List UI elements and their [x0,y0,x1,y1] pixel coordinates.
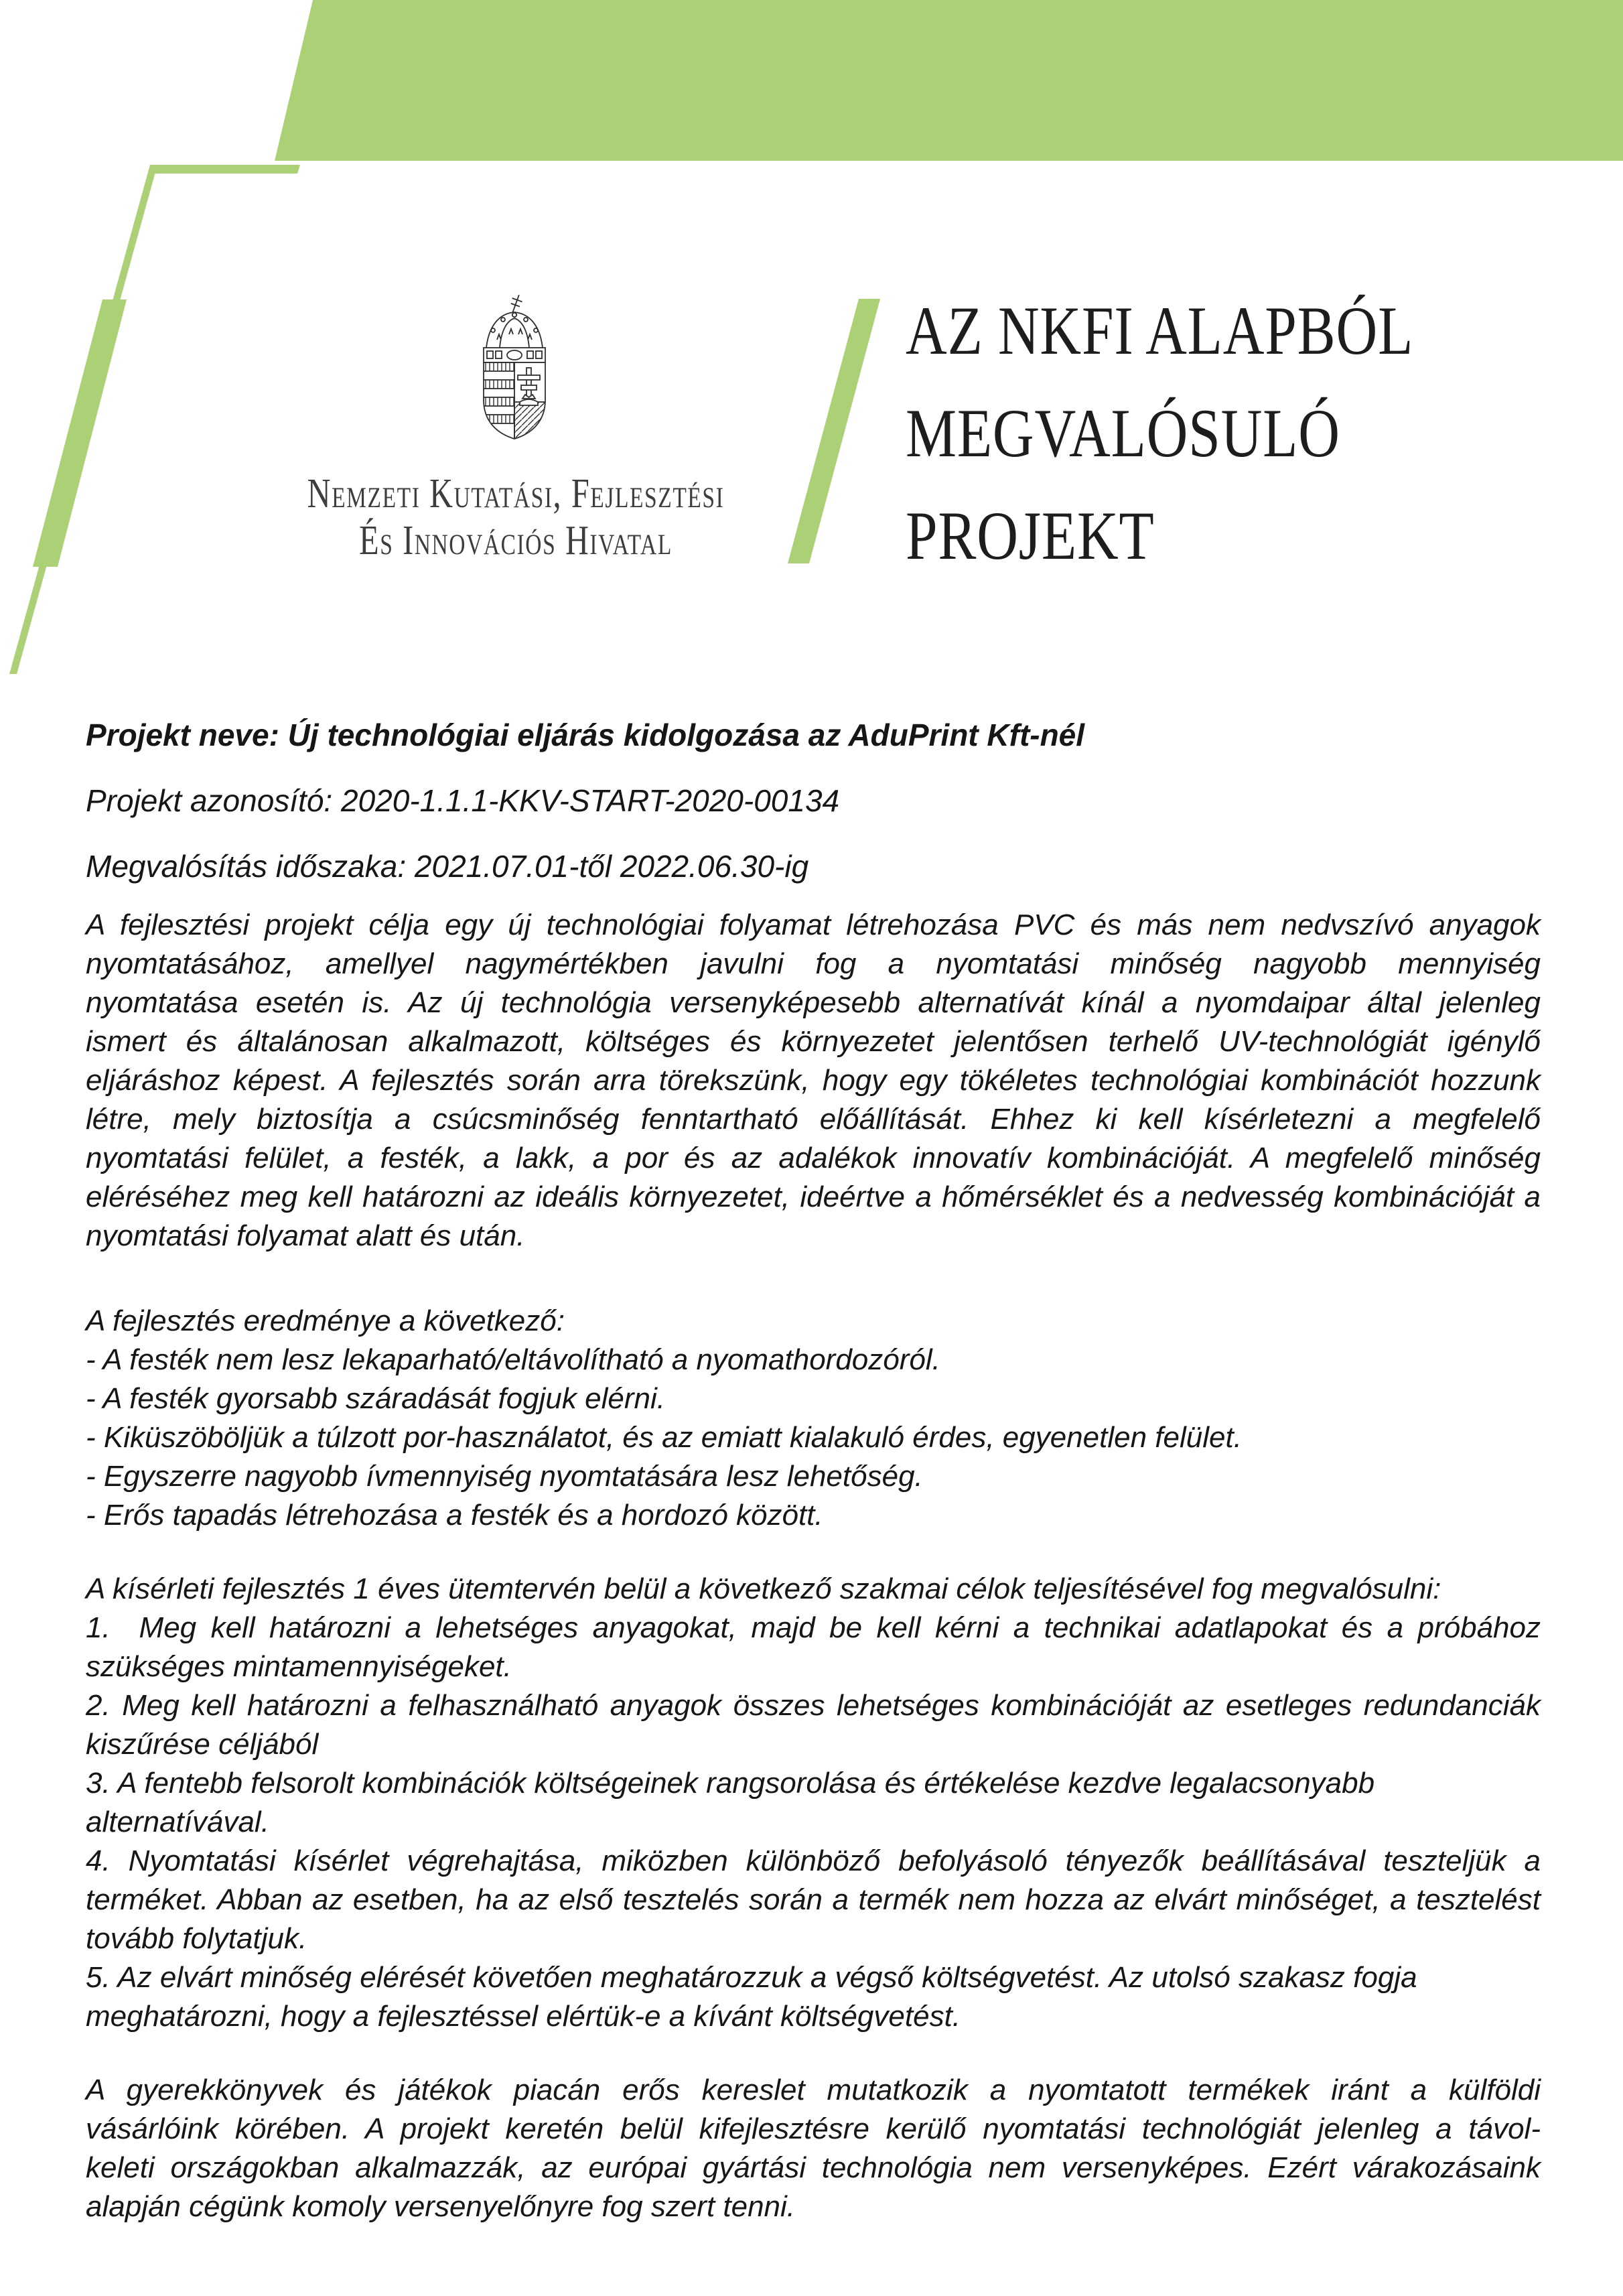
text-line: A fejlesztés eredménye a következő: [86,1304,565,1337]
project-id-heading: Projekt azonosító: 2020-1.1.1-KKV-START-2020-00134 [86,783,840,818]
page-title-line2: MEGVALÓSULÓ [906,395,1340,472]
green-thin-diagonal [9,165,157,674]
text-line: A kísérleti fejlesztés 1 éves ütemtervén belül a következő szakmai célok teljesítésével fog megvalósulni: [86,1572,1441,1605]
text-line: alapján cégünk komoly versenyelőnyre fog szert tenni. [86,2190,796,2223]
text-line: keleti országokban alkalmazzák, az európai gyártási technológia nem versenyképes. Ezért várakozásaink [86,2151,1541,2184]
project-period-heading: Megvalósítás időszaka: 2021.07.01-től 2022.06.30-ig [86,849,809,884]
text-line: terméket. Abban az esetben, ha az első tesztelés során a termék nem hozza az elvárt minőséget, a tesztelést [86,1883,1541,1916]
text-line: - A festék gyorsabb száradását fogjuk elérni. [86,1382,665,1415]
text-line: létre, mely biztosítja a csúcsminőség fenntartható előállítását. Ehhez ki kell kísérletezni a megfelelő [86,1103,1541,1136]
text-line: - Egyszerre nagyobb ívmennyiség nyomtatására lesz lehetőség. [86,1460,923,1493]
text-line: nyomtatási folyamat alatt és után. [86,1219,525,1252]
text-line: 3. A fentebb felsorolt kombinációk költségeinek rangsorolása és értékelése kezdve legalacsonyabb [86,1767,1375,1800]
text-line: kiszűrése céljából [86,1728,319,1761]
text-line: vásárlóink körében. A projekt keretén belül kifejlesztésre kerülő nyomtatási technológiát jelenleg a távol- [86,2112,1541,2145]
page-title-line1: AZ NKFI ALAPBÓL [906,293,1414,369]
text-line: eljáráshoz képest. A fejlesztés során arra törekszünk, hogy egy tökéletes technológiai kombinációt hozzunk [86,1064,1541,1097]
paragraph [86,1302,1541,1535]
page-title [906,280,1413,588]
paragraph [86,906,1541,1256]
project-name-heading: Projekt neve: Új technológiai eljárás kidolgozása az AduPrint Kft-nél [86,718,1085,752]
green-banner-shape [275,0,1623,161]
text-line: ismert és általánosan alkalmazott, költséges és környezetet jelentősen terhelő UV-technológiát igénylő [86,1025,1541,1058]
logo-wordmark [202,470,829,564]
text-line: szükséges mintamennyiségeket. [86,1650,512,1683]
text-line: - A festék nem lesz lekaparható/eltávolítható a nyomathordozóról. [86,1343,940,1376]
paragraph [86,1570,1541,2036]
text-line: alternatívával. [86,1806,269,1838]
text-line: 1. Meg kell határozni a lehetséges anyagokat, majd be kell kérni a technikai adatlapokat és a próbához [86,1611,1541,1644]
logo-org-line1: Nemzeti Kutatási, Fejlesztési [307,471,725,517]
text-line: A gyerekkönyvek és játékok piacán erős kereslet mutatkozik a nyomtatott termékek iránt a külföldi [86,2074,1541,2106]
logo-org-line2: És Innovációs Hivatal [359,518,673,563]
text-line: A fejlesztési projekt célja egy új technológiai folyamat létrehozása PVC és más nem nedvszívó anyagok [86,908,1541,941]
text-line: 4. Nyomtatási kísérlet végrehajtása, miközben különböző befolyásoló tényezők beállításával teszteljük a [86,1844,1541,1877]
text-line: 2. Meg kell határozni a felhasználható anyagok összes lehetséges kombinációját az esetleges redundanciák [86,1689,1541,1722]
text-line: - Erős tapadás létrehozása a festék és a hordozó között. [86,1499,823,1532]
text-line: meghatározni, hogy a fejlesztéssel elértük-e a kívánt költségvetést. [86,2000,961,2033]
text-line: eléréséhez meg kell határozni az ideális környezetet, ideértve a hőmérséklet és a nedvesség kombinációját a [86,1180,1541,1213]
hungarian-coat-of-arms-icon [480,293,549,440]
text-line: nyomtatása esetén is. Az új technológia versenyképesebb alternatívát kínál a nyomdaipar által jelenleg [86,986,1541,1019]
paragraph [86,2071,1541,2226]
page-title-line3: PROJEKT [906,498,1155,574]
green-ledge-shape [153,165,300,174]
text-line: nyomtatásához, amellyel nagymértékben javulni fog a nyomtatási minőség nagyobb mennyiség [86,947,1541,980]
text-line: 5. Az elvárt minőség elérését követően meghatározzuk a végső költségvetést. Az utolsó szakasz fogja [86,1961,1417,1994]
text-line: tovább folytatjuk. [86,1922,307,1955]
green-left-slash [33,299,127,567]
text-line: nyomtatási felület, a festék, a lakk, a por és az adalékok innovatív kombinációját. A megfelelő minőség [86,1142,1541,1174]
text-line: - Kiküszöböljük a túlzott por-használatot, és az emiatt kialakuló érdes, egyenetlen felület. [86,1421,1242,1454]
